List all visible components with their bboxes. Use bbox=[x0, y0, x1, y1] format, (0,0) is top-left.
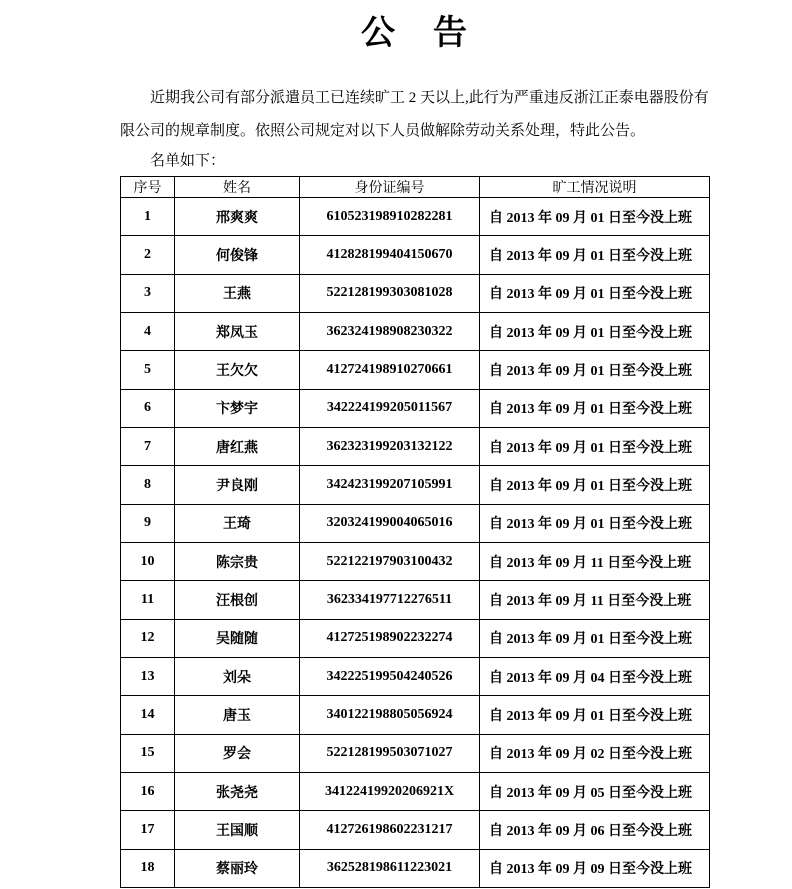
table-row bbox=[121, 312, 710, 350]
cell-absence: 自 2013 年 09 月 01 日至今没上班 bbox=[480, 389, 710, 427]
table-row bbox=[121, 236, 710, 274]
table-header-col-id: 身份证编号 bbox=[300, 177, 480, 198]
cell-no: 2 bbox=[121, 236, 175, 274]
table-header-col-name: 姓名 bbox=[175, 177, 300, 198]
cell-name: 蔡丽玲 bbox=[175, 849, 300, 887]
cell-id-number: 412724198910270661 bbox=[300, 351, 480, 389]
cell-id-number: 362528198611223021 bbox=[300, 849, 480, 887]
cell-name: 郑凤玉 bbox=[175, 312, 300, 350]
cell-name: 邢爽爽 bbox=[175, 198, 300, 236]
cell-no: 14 bbox=[121, 696, 175, 734]
cell-id-number: 412828199404150670 bbox=[300, 236, 480, 274]
cell-absence: 自 2013 年 09 月 11 日至今没上班 bbox=[480, 542, 710, 580]
cell-id-number: 412726198602231217 bbox=[300, 811, 480, 849]
cell-absence: 自 2013 年 09 月 05 日至今没上班 bbox=[480, 772, 710, 810]
cell-id-number: 340122198805056924 bbox=[300, 696, 480, 734]
table-row bbox=[121, 351, 710, 389]
cell-id-number: 412725198902232274 bbox=[300, 619, 480, 657]
cell-id-number: 320324199004065016 bbox=[300, 504, 480, 542]
cell-name: 王燕 bbox=[175, 274, 300, 312]
table-row bbox=[121, 696, 710, 734]
cell-no: 8 bbox=[121, 466, 175, 504]
cell-no: 4 bbox=[121, 312, 175, 350]
cell-name: 罗会 bbox=[175, 734, 300, 772]
cell-absence: 自 2013 年 09 月 01 日至今没上班 bbox=[480, 198, 710, 236]
list-label: 名单如下： bbox=[150, 153, 226, 169]
cell-id-number: 362334197712276511 bbox=[300, 581, 480, 619]
cell-name: 卞梦宇 bbox=[175, 389, 300, 427]
cell-no: 15 bbox=[121, 734, 175, 772]
cell-name: 刘朵 bbox=[175, 657, 300, 695]
cell-no: 3 bbox=[121, 274, 175, 312]
cell-absence: 自 2013 年 09 月 01 日至今没上班 bbox=[480, 312, 710, 350]
table-row bbox=[121, 581, 710, 619]
cell-absence: 自 2013 年 09 月 11 日至今没上班 bbox=[480, 581, 710, 619]
cell-no: 17 bbox=[121, 811, 175, 849]
cell-name: 张尧尧 bbox=[175, 772, 300, 810]
table-row bbox=[121, 504, 710, 542]
cell-no: 9 bbox=[121, 504, 175, 542]
cell-name: 陈宗贵 bbox=[175, 542, 300, 580]
table-row bbox=[121, 619, 710, 657]
table-row bbox=[121, 542, 710, 580]
cell-absence: 自 2013 年 09 月 01 日至今没上班 bbox=[480, 696, 710, 734]
table-header-col-absence: 旷工情况说明 bbox=[480, 177, 710, 198]
cell-id-number: 342224199205011567 bbox=[300, 389, 480, 427]
cell-name: 何俊锋 bbox=[175, 236, 300, 274]
cell-absence: 自 2013 年 09 月 02 日至今没上班 bbox=[480, 734, 710, 772]
cell-name: 王欠欠 bbox=[175, 351, 300, 389]
cell-no: 5 bbox=[121, 351, 175, 389]
cell-absence: 自 2013 年 09 月 01 日至今没上班 bbox=[480, 351, 710, 389]
cell-absence: 自 2013 年 09 月 01 日至今没上班 bbox=[480, 504, 710, 542]
cell-no: 6 bbox=[121, 389, 175, 427]
cell-id-number: 362324198908230322 bbox=[300, 312, 480, 350]
cell-no: 18 bbox=[121, 849, 175, 887]
cell-name: 唐玉 bbox=[175, 696, 300, 734]
cell-absence: 自 2013 年 09 月 01 日至今没上班 bbox=[480, 427, 710, 465]
cell-name: 王国顺 bbox=[175, 811, 300, 849]
absentee-table bbox=[120, 176, 710, 888]
table-row bbox=[121, 198, 710, 236]
cell-absence: 自 2013 年 09 月 09 日至今没上班 bbox=[480, 849, 710, 887]
cell-name: 尹良刚 bbox=[175, 466, 300, 504]
cell-absence: 自 2013 年 09 月 01 日至今没上班 bbox=[480, 274, 710, 312]
cell-no: 7 bbox=[121, 427, 175, 465]
cell-id-number: 362323199203132122 bbox=[300, 427, 480, 465]
table-row bbox=[121, 657, 710, 695]
cell-id-number: 610523198910282281 bbox=[300, 198, 480, 236]
table-row bbox=[121, 466, 710, 504]
cell-absence: 自 2013 年 09 月 01 日至今没上班 bbox=[480, 466, 710, 504]
cell-no: 10 bbox=[121, 542, 175, 580]
cell-name: 吴随随 bbox=[175, 619, 300, 657]
table-row bbox=[121, 772, 710, 810]
table-row bbox=[121, 389, 710, 427]
cell-absence: 自 2013 年 09 月 01 日至今没上班 bbox=[480, 236, 710, 274]
table-row bbox=[121, 811, 710, 849]
cell-no: 11 bbox=[121, 581, 175, 619]
cell-name: 王琦 bbox=[175, 504, 300, 542]
page-title: 公 告 bbox=[361, 15, 469, 52]
cell-no: 12 bbox=[121, 619, 175, 657]
cell-name: 汪根创 bbox=[175, 581, 300, 619]
cell-no: 16 bbox=[121, 772, 175, 810]
cell-id-number: 342423199207105991 bbox=[300, 466, 480, 504]
cell-id-number: 34122419920206921X bbox=[300, 772, 480, 810]
cell-no: 13 bbox=[121, 657, 175, 695]
table-row bbox=[121, 849, 710, 887]
table-row bbox=[121, 734, 710, 772]
table-header-col-no: 序号 bbox=[121, 177, 175, 198]
cell-absence: 自 2013 年 09 月 04 日至今没上班 bbox=[480, 657, 710, 695]
table-header-row bbox=[121, 177, 710, 198]
cell-absence: 自 2013 年 09 月 01 日至今没上班 bbox=[480, 619, 710, 657]
cell-id-number: 522128199503071027 bbox=[300, 734, 480, 772]
table-row bbox=[121, 274, 710, 312]
cell-id-number: 342225199504240526 bbox=[300, 657, 480, 695]
cell-no: 1 bbox=[121, 198, 175, 236]
cell-id-number: 522128199303081028 bbox=[300, 274, 480, 312]
cell-id-number: 522122197903100432 bbox=[300, 542, 480, 580]
cell-absence: 自 2013 年 09 月 06 日至今没上班 bbox=[480, 811, 710, 849]
table-row bbox=[121, 427, 710, 465]
cell-name: 唐红燕 bbox=[175, 427, 300, 465]
intro-paragraph: 近期我公司有部分派遣员工已连续旷工 2 天以上,此行为严重违反浙江正泰电器股份有限公司的规章制度。依照公司规定对以下人员做解除劳动关系处理，特此公告。 bbox=[120, 90, 709, 139]
